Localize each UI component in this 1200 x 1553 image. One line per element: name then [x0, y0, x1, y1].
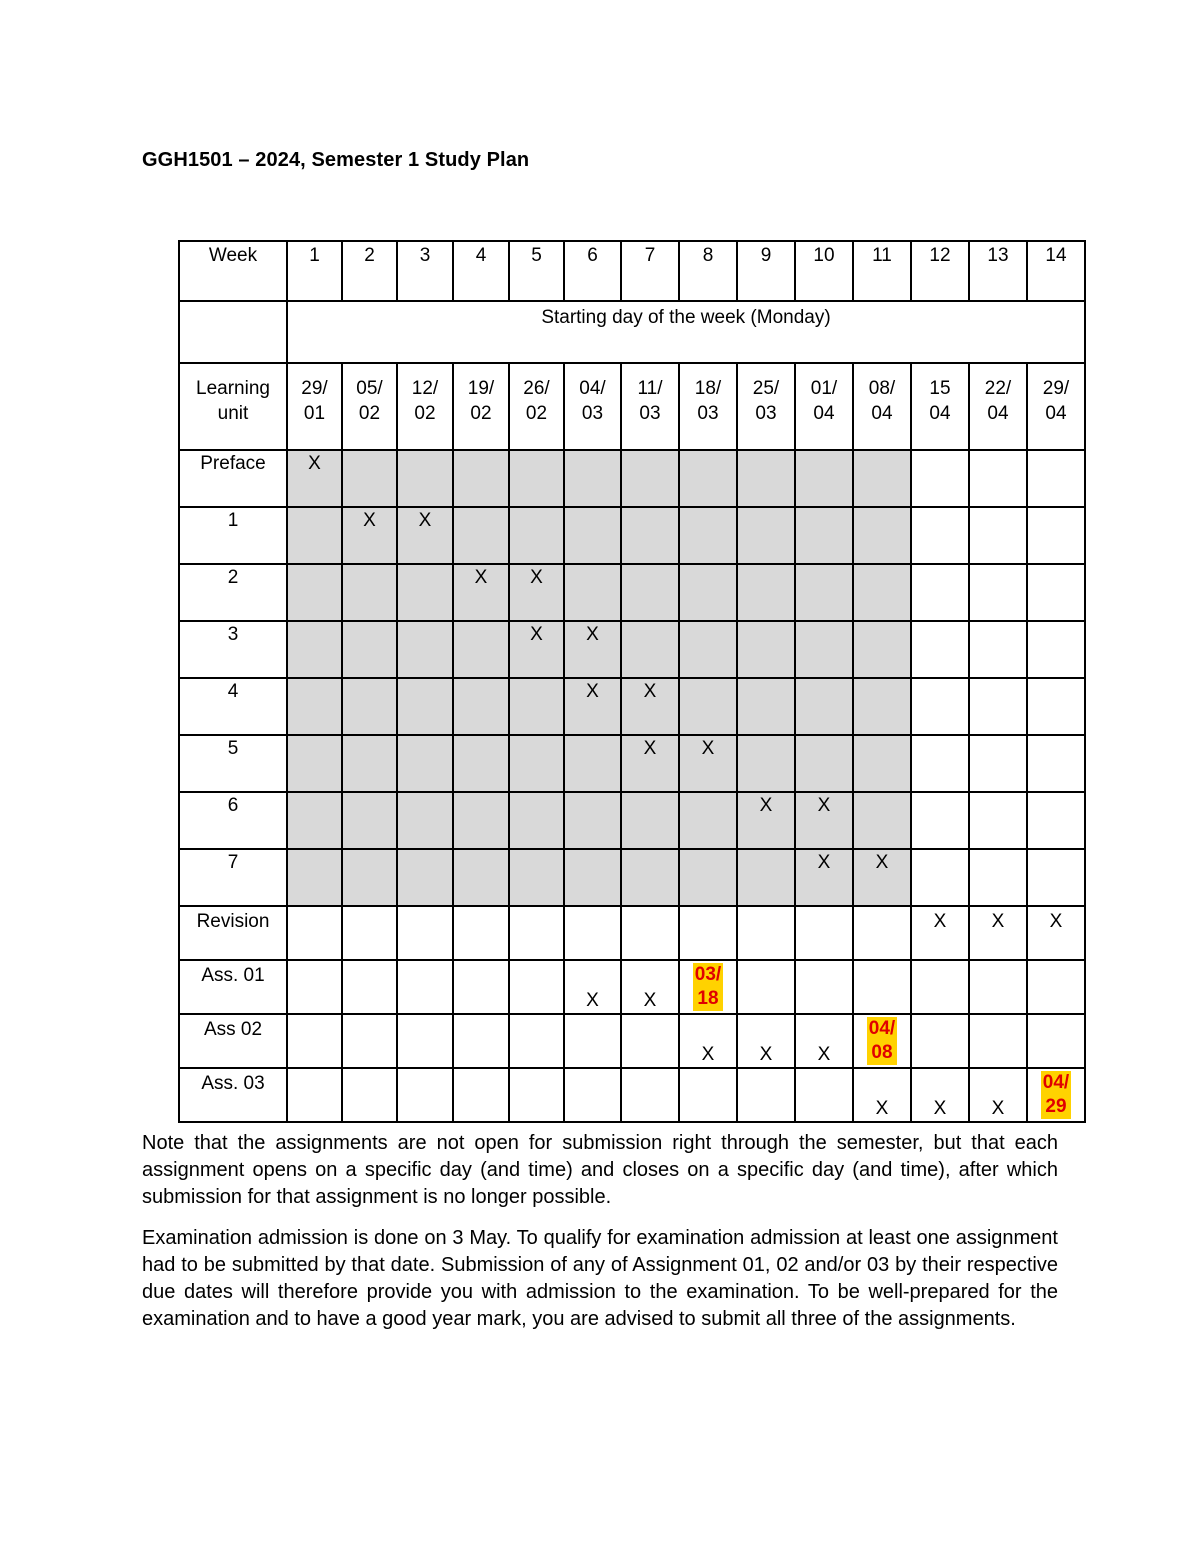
week-cell [564, 678, 621, 735]
week-cell [564, 450, 621, 507]
date-day: 22/ [984, 378, 1012, 399]
week-cell [1027, 450, 1085, 507]
note-paragraph-submission: Note that the assignments are not open for submission right through the semester, but that each assignment opens on a specific day (and time) and closes on a specific day (and time), after which submission for that assignment is no longer possible. [142, 1132, 1058, 1208]
assignment-label: Ass. 03 [179, 1068, 287, 1122]
week-number: 14 [1027, 241, 1085, 301]
week-start-date [911, 363, 969, 450]
week-cell [969, 507, 1027, 564]
week-number: 4 [453, 241, 509, 301]
week-cell [287, 1068, 342, 1122]
assignment-mark: X [701, 1044, 715, 1065]
week-cell [853, 450, 911, 507]
week-cell [737, 507, 795, 564]
unit-row [179, 792, 1085, 849]
week-cell [679, 450, 737, 507]
starting-day-header: Starting day of the week (Monday) [287, 301, 1085, 363]
week-cell [287, 849, 342, 906]
week-cell [453, 678, 509, 735]
assignment-row [179, 1068, 1085, 1122]
week-cell [679, 735, 737, 792]
week-cell [853, 792, 911, 849]
date-day: 29/ [301, 378, 328, 399]
week-cell [1027, 792, 1085, 849]
unit-row [179, 564, 1085, 621]
week-cell [969, 960, 1027, 1014]
week-cell [509, 678, 564, 735]
week-number: 3 [397, 241, 453, 301]
week-cell [853, 960, 911, 1014]
week-cell [287, 507, 342, 564]
week-header: Week [179, 241, 287, 301]
week-cell [287, 735, 342, 792]
week-cell [795, 792, 853, 849]
week-cell [911, 507, 969, 564]
week-cell [795, 735, 853, 792]
study-mark: X [530, 624, 543, 645]
date-month: 02 [358, 403, 381, 424]
unit-row [179, 849, 1085, 906]
week-cell [969, 678, 1027, 735]
unit-row [179, 621, 1085, 678]
week-start-date [737, 363, 795, 450]
week-cell [1027, 849, 1085, 906]
study-mark: X [759, 795, 773, 816]
study-mark: X [817, 795, 831, 816]
assignment-mark: X [817, 1044, 831, 1065]
week-cell [621, 735, 679, 792]
week-cell [342, 735, 397, 792]
week-start-date [453, 363, 509, 450]
unit-row [179, 507, 1085, 564]
due-date-highlight [1041, 1071, 1071, 1119]
starting-day-row [179, 301, 1085, 363]
week-cell [621, 906, 679, 960]
week-cell [679, 960, 737, 1014]
due-date-day: 03/ [694, 964, 722, 985]
week-cell [679, 906, 737, 960]
week-cell [969, 1014, 1027, 1068]
date-month: 03 [755, 403, 777, 424]
week-cell [564, 507, 621, 564]
week-cell [287, 564, 342, 621]
date-month: 04 [987, 403, 1009, 424]
week-cell [679, 621, 737, 678]
week-cell [453, 792, 509, 849]
week-cell [509, 507, 564, 564]
week-cell [342, 1068, 397, 1122]
week-cell [453, 564, 509, 621]
week-cell [911, 849, 969, 906]
week-cell [342, 960, 397, 1014]
week-cell [287, 678, 342, 735]
assignment-label: Ass. 01 [179, 960, 287, 1014]
week-cell [795, 678, 853, 735]
week-cell [342, 906, 397, 960]
week-start-date [795, 363, 853, 450]
week-cell [621, 1068, 679, 1122]
revision-mark: X [933, 911, 947, 932]
unit-label: 5 [179, 735, 287, 792]
page-title: GGH1501 – 2024, Semester 1 Study Plan [142, 149, 530, 171]
date-day: 08/ [868, 378, 896, 399]
study-mark: X [875, 852, 889, 873]
date-month: 04 [871, 403, 893, 424]
week-cell [795, 507, 853, 564]
week-cell [911, 735, 969, 792]
week-cell [853, 1068, 911, 1122]
week-cell [911, 1014, 969, 1068]
week-cell [737, 735, 795, 792]
date-day: 25/ [752, 378, 780, 399]
week-cell [737, 1014, 795, 1068]
date-day: 19/ [467, 378, 495, 399]
learning-unit-label-line: unit [217, 403, 249, 424]
study-mark: X [586, 624, 599, 645]
revision-mark: X [1049, 911, 1063, 932]
week-cell [795, 960, 853, 1014]
week-cell [1027, 1014, 1085, 1068]
week-cell [287, 960, 342, 1014]
week-cell [795, 450, 853, 507]
week-cell [564, 735, 621, 792]
week-cell [1027, 960, 1085, 1014]
week-start-date [1027, 363, 1085, 450]
week-number: 7 [621, 241, 679, 301]
week-cell [621, 621, 679, 678]
week-cell [397, 678, 453, 735]
week-cell [679, 792, 737, 849]
week-cell [564, 960, 621, 1014]
week-cell [509, 792, 564, 849]
assignment-mark: X [759, 1044, 773, 1065]
week-cell [911, 621, 969, 678]
week-cell [737, 1068, 795, 1122]
unit-label: 4 [179, 678, 287, 735]
week-cell [564, 849, 621, 906]
week-cell [509, 1068, 564, 1122]
assignment-row [179, 960, 1085, 1014]
week-cell [509, 450, 564, 507]
week-number: 5 [509, 241, 564, 301]
date-day: 11/ [637, 378, 663, 399]
week-cell [564, 1068, 621, 1122]
week-cell [911, 1068, 969, 1122]
assignment-label: Ass 02 [179, 1014, 287, 1068]
unit-label: Preface [179, 450, 287, 507]
week-cell [911, 450, 969, 507]
week-cell [737, 960, 795, 1014]
week-cell [453, 1014, 509, 1068]
week-cell [969, 735, 1027, 792]
week-cell [287, 621, 342, 678]
week-cell [795, 564, 853, 621]
week-cell [621, 960, 679, 1014]
assignment-mark: X [586, 990, 599, 1011]
week-cell [853, 678, 911, 735]
week-cell [911, 564, 969, 621]
due-date-month: 29 [1045, 1096, 1067, 1117]
week-number: 2 [342, 241, 397, 301]
date-month: 04 [813, 403, 835, 424]
week-cell [342, 792, 397, 849]
week-number: 12 [911, 241, 969, 301]
week-cell [453, 621, 509, 678]
date-day: 15 [929, 378, 951, 399]
week-cell [342, 621, 397, 678]
week-cell [737, 678, 795, 735]
week-cell [564, 792, 621, 849]
week-cell [737, 906, 795, 960]
week-cell [853, 906, 911, 960]
week-cell [679, 1014, 737, 1068]
assignment-row [179, 1014, 1085, 1068]
week-cell [737, 792, 795, 849]
learning-unit-label-line: Learning [196, 378, 270, 399]
week-cell [969, 906, 1027, 960]
week-number: 13 [969, 241, 1027, 301]
week-cell [969, 564, 1027, 621]
week-cell [397, 792, 453, 849]
week-cell [737, 450, 795, 507]
week-cell [911, 906, 969, 960]
date-month: 03 [639, 403, 661, 424]
week-cell [853, 735, 911, 792]
unit-label: 6 [179, 792, 287, 849]
due-date-month: 18 [697, 988, 719, 1009]
week-start-date [509, 363, 564, 450]
week-cell [795, 1014, 853, 1068]
week-cell [621, 507, 679, 564]
week-cell [509, 735, 564, 792]
week-cell [969, 849, 1027, 906]
week-cell [679, 849, 737, 906]
week-number: 8 [679, 241, 737, 301]
date-month: 03 [581, 403, 604, 424]
study-mark: X [308, 453, 321, 474]
week-cell [509, 849, 564, 906]
due-date-highlight [693, 963, 723, 1011]
week-cell [287, 1014, 342, 1068]
date-month: 02 [525, 403, 548, 424]
week-cell [679, 678, 737, 735]
week-cell [737, 849, 795, 906]
study-mark: X [643, 681, 657, 702]
week-cell [795, 621, 853, 678]
week-cell [342, 678, 397, 735]
week-cell [453, 849, 509, 906]
unit-label: 7 [179, 849, 287, 906]
week-cell [969, 621, 1027, 678]
date-day: 04/ [579, 378, 606, 399]
week-cell [509, 621, 564, 678]
week-cell [1027, 735, 1085, 792]
dates-row [179, 363, 1085, 450]
week-number: 10 [795, 241, 853, 301]
date-month: 02 [470, 403, 492, 424]
assignment-mark: X [933, 1098, 947, 1119]
week-cell [621, 564, 679, 621]
study-plan-table [178, 240, 1086, 1123]
week-cell [1027, 564, 1085, 621]
assignment-mark: X [991, 1098, 1005, 1119]
week-cell [564, 621, 621, 678]
week-cell [397, 507, 453, 564]
assignment-mark: X [875, 1098, 889, 1119]
week-cell [564, 564, 621, 621]
date-day: 29/ [1042, 378, 1070, 399]
week-cell [911, 792, 969, 849]
week-cell [853, 564, 911, 621]
due-date-day: 04/ [868, 1018, 896, 1039]
date-day: 26/ [523, 378, 550, 399]
week-number: 6 [564, 241, 621, 301]
week-cell [795, 1068, 853, 1122]
week-cell [621, 849, 679, 906]
week-cell [397, 450, 453, 507]
unit-label: 3 [179, 621, 287, 678]
week-cell [853, 1014, 911, 1068]
week-cell [453, 960, 509, 1014]
study-mark: X [586, 681, 599, 702]
week-cell [853, 507, 911, 564]
week-start-date [621, 363, 679, 450]
week-cell [1027, 678, 1085, 735]
unit-row [179, 678, 1085, 735]
week-cell [621, 450, 679, 507]
week-cell [509, 564, 564, 621]
week-cell [342, 507, 397, 564]
unit-row [179, 735, 1085, 792]
date-month: 02 [414, 403, 436, 424]
date-month: 04 [1045, 403, 1067, 424]
week-cell [453, 507, 509, 564]
learning-unit-header [179, 363, 287, 450]
week-cell [287, 450, 342, 507]
week-cell [911, 678, 969, 735]
week-start-date [969, 363, 1027, 450]
week-start-date [564, 363, 621, 450]
week-number: 9 [737, 241, 795, 301]
week-cell [795, 906, 853, 960]
note-paragraph-admission: Examination admission is done on 3 May. To qualify for examination admission at least one assignment had to be submitted by that date. Submission of any of Assignment 01, 02 and/or 03 by their respective due dates will therefore provide you with admission to the examination. To be well-prepared for the examination and to have a good year mark, you are advised to submit all three of the assignments. [142, 1227, 1058, 1330]
week-cell [453, 906, 509, 960]
week-cell [397, 564, 453, 621]
week-number: 1 [287, 241, 342, 301]
date-day: 05/ [356, 378, 383, 399]
week-cell [453, 450, 509, 507]
unit-label: 1 [179, 507, 287, 564]
week-start-date [679, 363, 737, 450]
week-start-date [287, 363, 342, 450]
week-cell [509, 960, 564, 1014]
study-mark: X [474, 567, 488, 588]
revision-row [179, 906, 1085, 960]
week-cell [737, 564, 795, 621]
week-cell [342, 564, 397, 621]
week-cell [397, 1014, 453, 1068]
week-cell [342, 849, 397, 906]
week-cell [679, 564, 737, 621]
due-date-month: 08 [871, 1042, 893, 1063]
date-day: 18/ [694, 378, 722, 399]
week-cell [1027, 1068, 1085, 1122]
week-cell [287, 792, 342, 849]
week-cell [397, 735, 453, 792]
week-start-date [853, 363, 911, 450]
week-cell [564, 1014, 621, 1068]
week-cell [453, 1068, 509, 1122]
week-cell [397, 1068, 453, 1122]
week-cell [1027, 906, 1085, 960]
week-start-date [342, 363, 397, 450]
unit-row [179, 450, 1085, 507]
date-day: 12/ [411, 378, 439, 399]
study-mark: X [530, 567, 543, 588]
week-cell [564, 906, 621, 960]
week-cell [969, 450, 1027, 507]
revision-mark: X [991, 911, 1005, 932]
study-mark: X [643, 738, 657, 759]
week-number: 11 [853, 241, 911, 301]
week-cell [1027, 621, 1085, 678]
week-cell [679, 1068, 737, 1122]
week-cell [737, 621, 795, 678]
study-mark: X [701, 738, 715, 759]
week-cell [509, 1014, 564, 1068]
week-cell [397, 849, 453, 906]
week-cell [911, 960, 969, 1014]
due-date-day: 04/ [1042, 1072, 1070, 1093]
study-mark: X [817, 852, 831, 873]
week-row [179, 241, 1085, 301]
date-month: 03 [697, 403, 719, 424]
study-mark: X [363, 510, 376, 531]
date-day: 01/ [810, 378, 838, 399]
notes-section [142, 1130, 1058, 1347]
week-cell [342, 1014, 397, 1068]
week-start-date [397, 363, 453, 450]
week-cell [795, 849, 853, 906]
week-cell [342, 450, 397, 507]
week-cell [287, 906, 342, 960]
week-cell [969, 1068, 1027, 1122]
week-cell [969, 792, 1027, 849]
week-cell [853, 621, 911, 678]
week-cell [621, 792, 679, 849]
date-month: 04 [929, 403, 951, 424]
week-cell [853, 849, 911, 906]
week-cell [621, 1014, 679, 1068]
assignment-mark: X [643, 990, 657, 1011]
due-date-highlight [867, 1017, 897, 1065]
revision-label: Revision [179, 906, 287, 960]
unit-label: 2 [179, 564, 287, 621]
date-month: 01 [303, 403, 326, 424]
empty-cell [179, 301, 287, 363]
week-cell [453, 735, 509, 792]
week-cell [621, 678, 679, 735]
week-cell [397, 906, 453, 960]
week-cell [509, 906, 564, 960]
week-cell [679, 507, 737, 564]
week-cell [397, 621, 453, 678]
week-cell [397, 960, 453, 1014]
study-mark: X [418, 510, 432, 531]
week-cell [1027, 507, 1085, 564]
